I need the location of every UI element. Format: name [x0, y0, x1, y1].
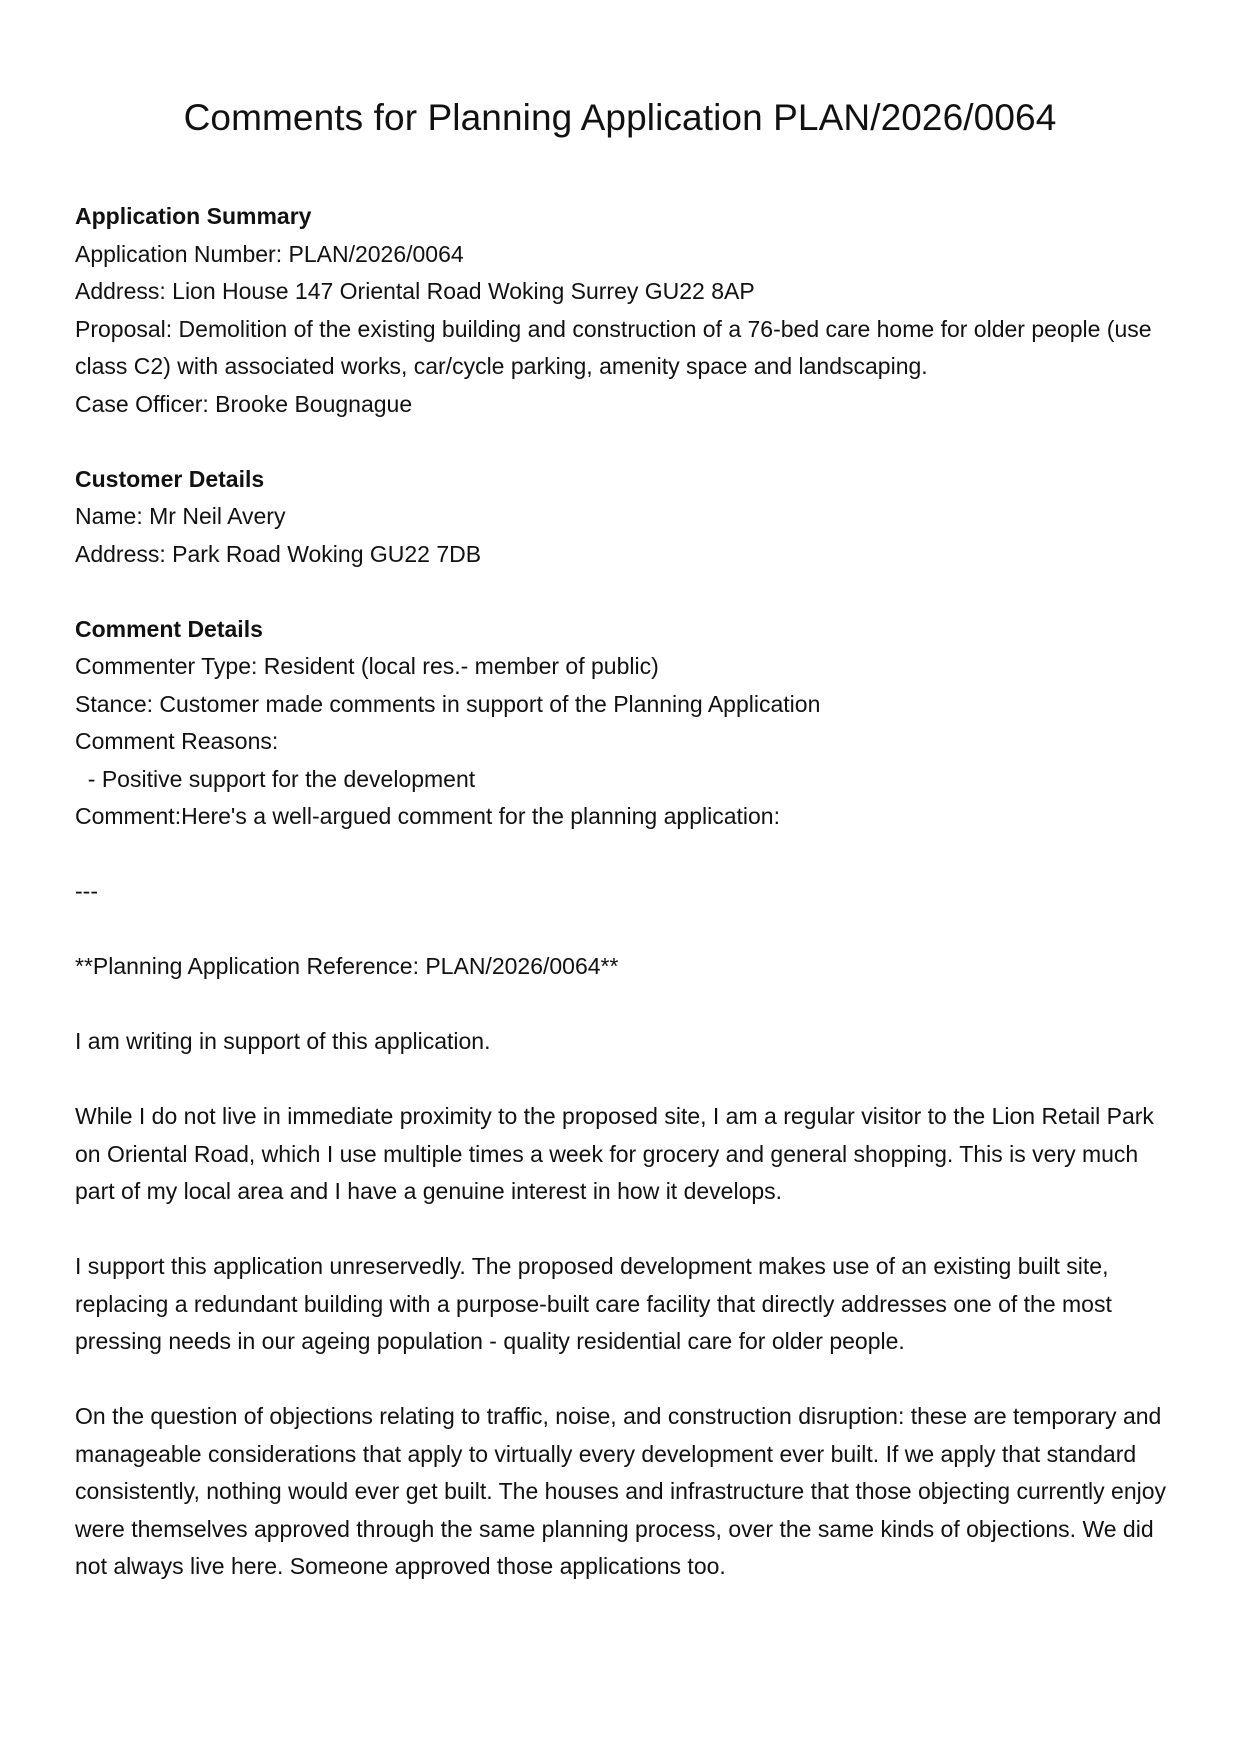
- spacer: [75, 836, 1175, 874]
- application-summary-section: [75, 198, 1175, 423]
- comment-paragraph-2: While I do not live in immediate proximity to the proposed site, I am a regular visitor to the Lion Retail Park on Oriental Road, which I use multiple times a week for grocery and general shopping. This is very much part of my local area and I have a genuine interest in how it develops.: [75, 1103, 1154, 1204]
- comment-details-section: [75, 611, 1175, 1586]
- spacer: [75, 423, 1175, 461]
- application-proposal: Proposal: Demolition of the existing building and construction of a 76-bed care home for older people (use class C2) with associated works, car/cycle parking, amenity space and landscaping.: [75, 315, 1158, 379]
- application-address: Address: Lion House 147 Oriental Road Woking Surrey GU22 8AP: [75, 278, 755, 304]
- customer-details-section: [75, 461, 1175, 574]
- spacer: [75, 1061, 1175, 1099]
- comment-reasons-label: Comment Reasons:: [75, 728, 279, 754]
- customer-name: Name: Mr Neil Avery: [75, 503, 286, 529]
- application-reference: **Planning Application Reference: PLAN/2026/0064**: [75, 953, 619, 979]
- page-title: Comments for Planning Application PLAN/2026/0064: [183, 97, 1057, 138]
- comment-paragraph-4: On the question of objections relating to traffic, noise, and construction disruption: these are temporary and manageable considerations that apply to virtually every development ever built. If we apply that standard consistently, nothing would ever get built. The houses and infrastructure that those objecting currently enjoy were themselves approved through the same planning process, over the same kinds of objections. We did not always live here. Someone approved those applications too.: [75, 1403, 1167, 1579]
- spacer: [75, 1361, 1175, 1399]
- comment-paragraph-1: I am writing in support of this application.: [75, 1028, 491, 1054]
- application-number: Application Number: PLAN/2026/0064: [75, 240, 464, 267]
- customer-details-heading: Customer Details: [75, 465, 265, 492]
- comment-details-heading: Comment Details: [75, 615, 263, 642]
- separator-text: ---: [75, 878, 98, 904]
- application-summary-heading: Application Summary: [75, 203, 312, 229]
- comment-reason-item: - Positive support for the development: [75, 765, 476, 792]
- commenter-type: Commenter Type: Resident (local res.- member of public): [75, 653, 659, 679]
- stance: Stance: Customer made comments in support of the Planning Application: [75, 690, 821, 717]
- document-content: [75, 198, 1175, 1586]
- spacer: [75, 573, 1175, 611]
- spacer: [75, 986, 1175, 1024]
- spacer: [75, 911, 1175, 949]
- customer-address: Address: Park Road Woking GU22 7DB: [75, 540, 482, 567]
- comment-intro: Comment:Here's a well-argued comment for the planning application:: [75, 803, 780, 829]
- spacer: [75, 1211, 1175, 1249]
- case-officer: Case Officer: Brooke Bougnague: [75, 390, 413, 417]
- comment-paragraph-3: I support this application unreservedly. The proposed development makes use of an existing built site, replacing a redundant building with a purpose-built care facility that directly addresses one of the most pressing needs in our ageing population - quality residential care for older people.: [75, 1253, 1112, 1354]
